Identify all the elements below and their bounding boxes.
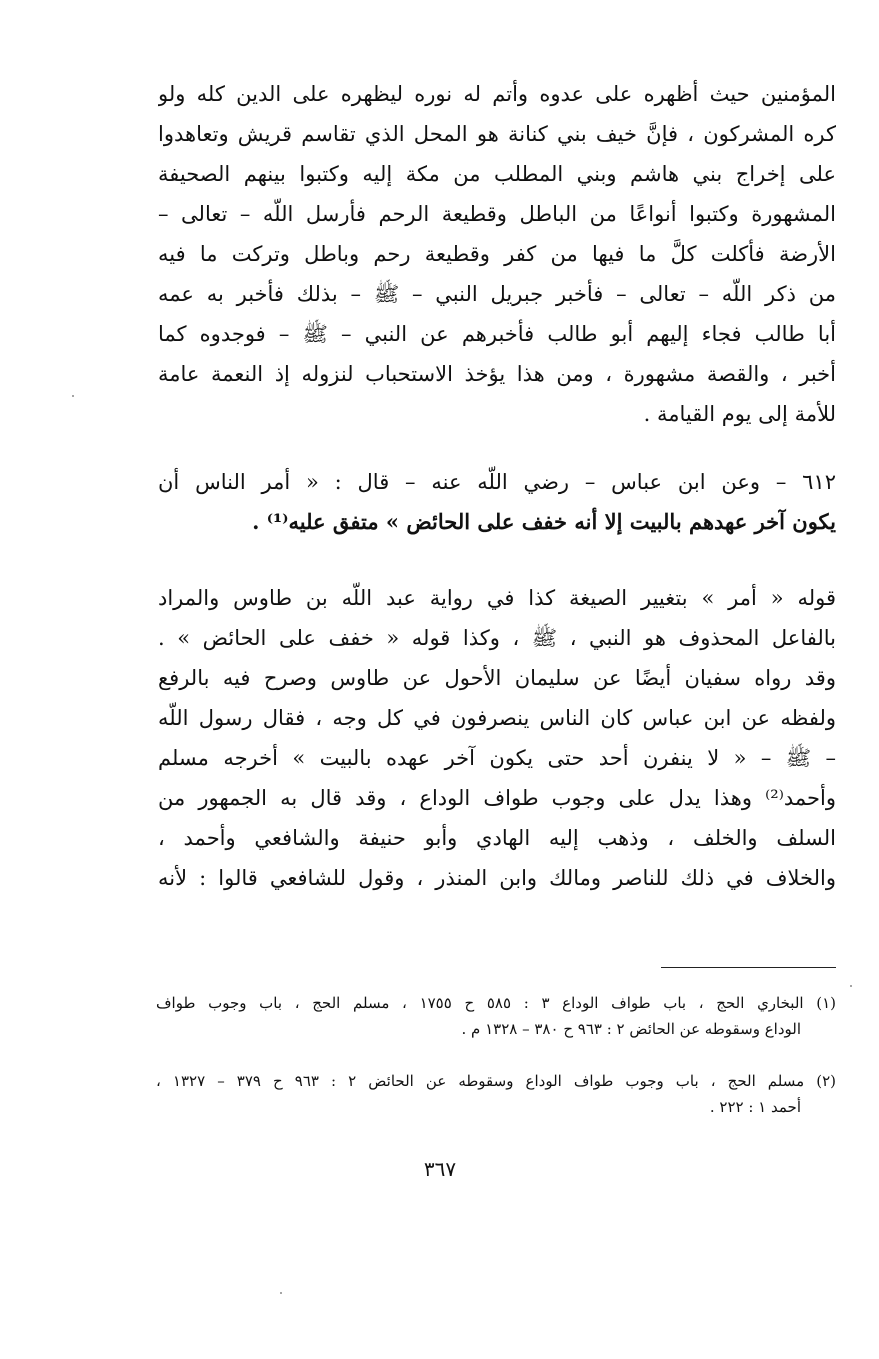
scan-speck bbox=[72, 395, 74, 397]
body-line: ولفظه عن ابن عباس كان الناس ينصرفون في كل وجه ، فقال رسول اللّه bbox=[158, 706, 836, 730]
footnote-line: أحمد ١ : ٢٢٢ . bbox=[709, 1098, 801, 1116]
scan-speck bbox=[850, 985, 852, 987]
body-line: على إخراج بني هاشم وبني المطلب من مكة إليه وكتبوا بينهم الصحيفة bbox=[158, 162, 836, 186]
body-line: أبا طالب فجاء إليهم أبو طالب فأخبرهم عن النبي – ﷺ – فوجدوه كما bbox=[158, 322, 836, 346]
hadith-line: ٦١٢ – وعن ابن عباس – رضي اللّه عنه – قال : « أمر الناس أن bbox=[158, 470, 836, 494]
body-line: أخبر ، والقصة مشهورة ، ومن هذا يؤخذ الاستحباب لنزوله إذ النعمة عامة bbox=[158, 362, 836, 386]
body-line: كره المشركون ، فإنَّ خيف بني كنانة هو المحل الذي تقاسم قريش وتعاهدوا bbox=[158, 122, 836, 146]
body-line: للأمة إلى يوم القيامة . bbox=[643, 402, 836, 426]
body-line: – ﷺ – « لا ينفرن أحد حتى يكون آخر عهده بالبيت » أخرجه مسلم bbox=[158, 746, 836, 770]
body-line: الأرضة فأكلت كلَّ ما فيها من كفر وقطيعة رحم وباطل وتركت ما فيه bbox=[158, 242, 836, 266]
page-number: ٣٦٧ bbox=[423, 1157, 457, 1181]
hadith-line: يكون آخر عهدهم بالبيت إلا أنه خفف على الحائض » متفق عليه⁽¹⁾ . bbox=[252, 509, 836, 534]
body-line: المشهورة وكتبوا أنواعًا من الباطل وقطيعة الرحم فأرسل اللّه – تعالى – bbox=[158, 202, 836, 226]
footnote-separator bbox=[661, 967, 836, 968]
footnote-line: الوداع وسقوطه عن الحائض ٢ : ٩٦٣ ح ٣٨٠ – ١٣٢٨ م . bbox=[461, 1020, 801, 1038]
body-line: السلف والخلف ، وذهب إليه الهادي وأبو حنيفة والشافعي وأحمد ، bbox=[158, 826, 836, 850]
footnote-line: (٢) مسلم الحج ، باب وجوب طواف الوداع وسقوطه عن الحائض ٢ : ٩٦٣ ح ٣٧٩ – ١٣٢٧ ، bbox=[156, 1072, 836, 1090]
body-line: والخلاف في ذلك للناصر ومالك وابن المنذر ، وقول للشافعي قالوا : لأنه bbox=[158, 866, 836, 890]
body-line: المؤمنين حيث أظهره على عدوه وأتم له نوره ليظهره على الدين كله ولو bbox=[158, 82, 836, 106]
body-line: من ذكر اللّه – تعالى – فأخبر جبريل النبي – ﷺ – بذلك فأخبر به عمه bbox=[158, 282, 836, 306]
body-line: بالفاعل المحذوف هو النبي ، ﷺ ، وكذا قوله « خفف على الحائض » . bbox=[158, 626, 836, 650]
body-line: قوله « أمر » بتغيير الصيغة كذا في رواية عبد اللّه بن طاوس والمراد bbox=[158, 586, 836, 610]
footnote-line: (١) البخاري الحج ، باب طواف الوداع ٣ : ٥٨٥ ح ١٧٥٥ ، مسلم الحج ، باب وجوب طواف bbox=[156, 994, 836, 1012]
body-line: وأحمد⁽²⁾ وهذا يدل على وجوب طواف الوداع ، وقد قال به الجمهور من bbox=[158, 786, 836, 810]
body-line: وقد رواه سفيان أيضًا عن سليمان الأحول عن طاوس وصرح فيه بالرفع bbox=[158, 666, 836, 690]
scan-speck bbox=[280, 1292, 282, 1294]
